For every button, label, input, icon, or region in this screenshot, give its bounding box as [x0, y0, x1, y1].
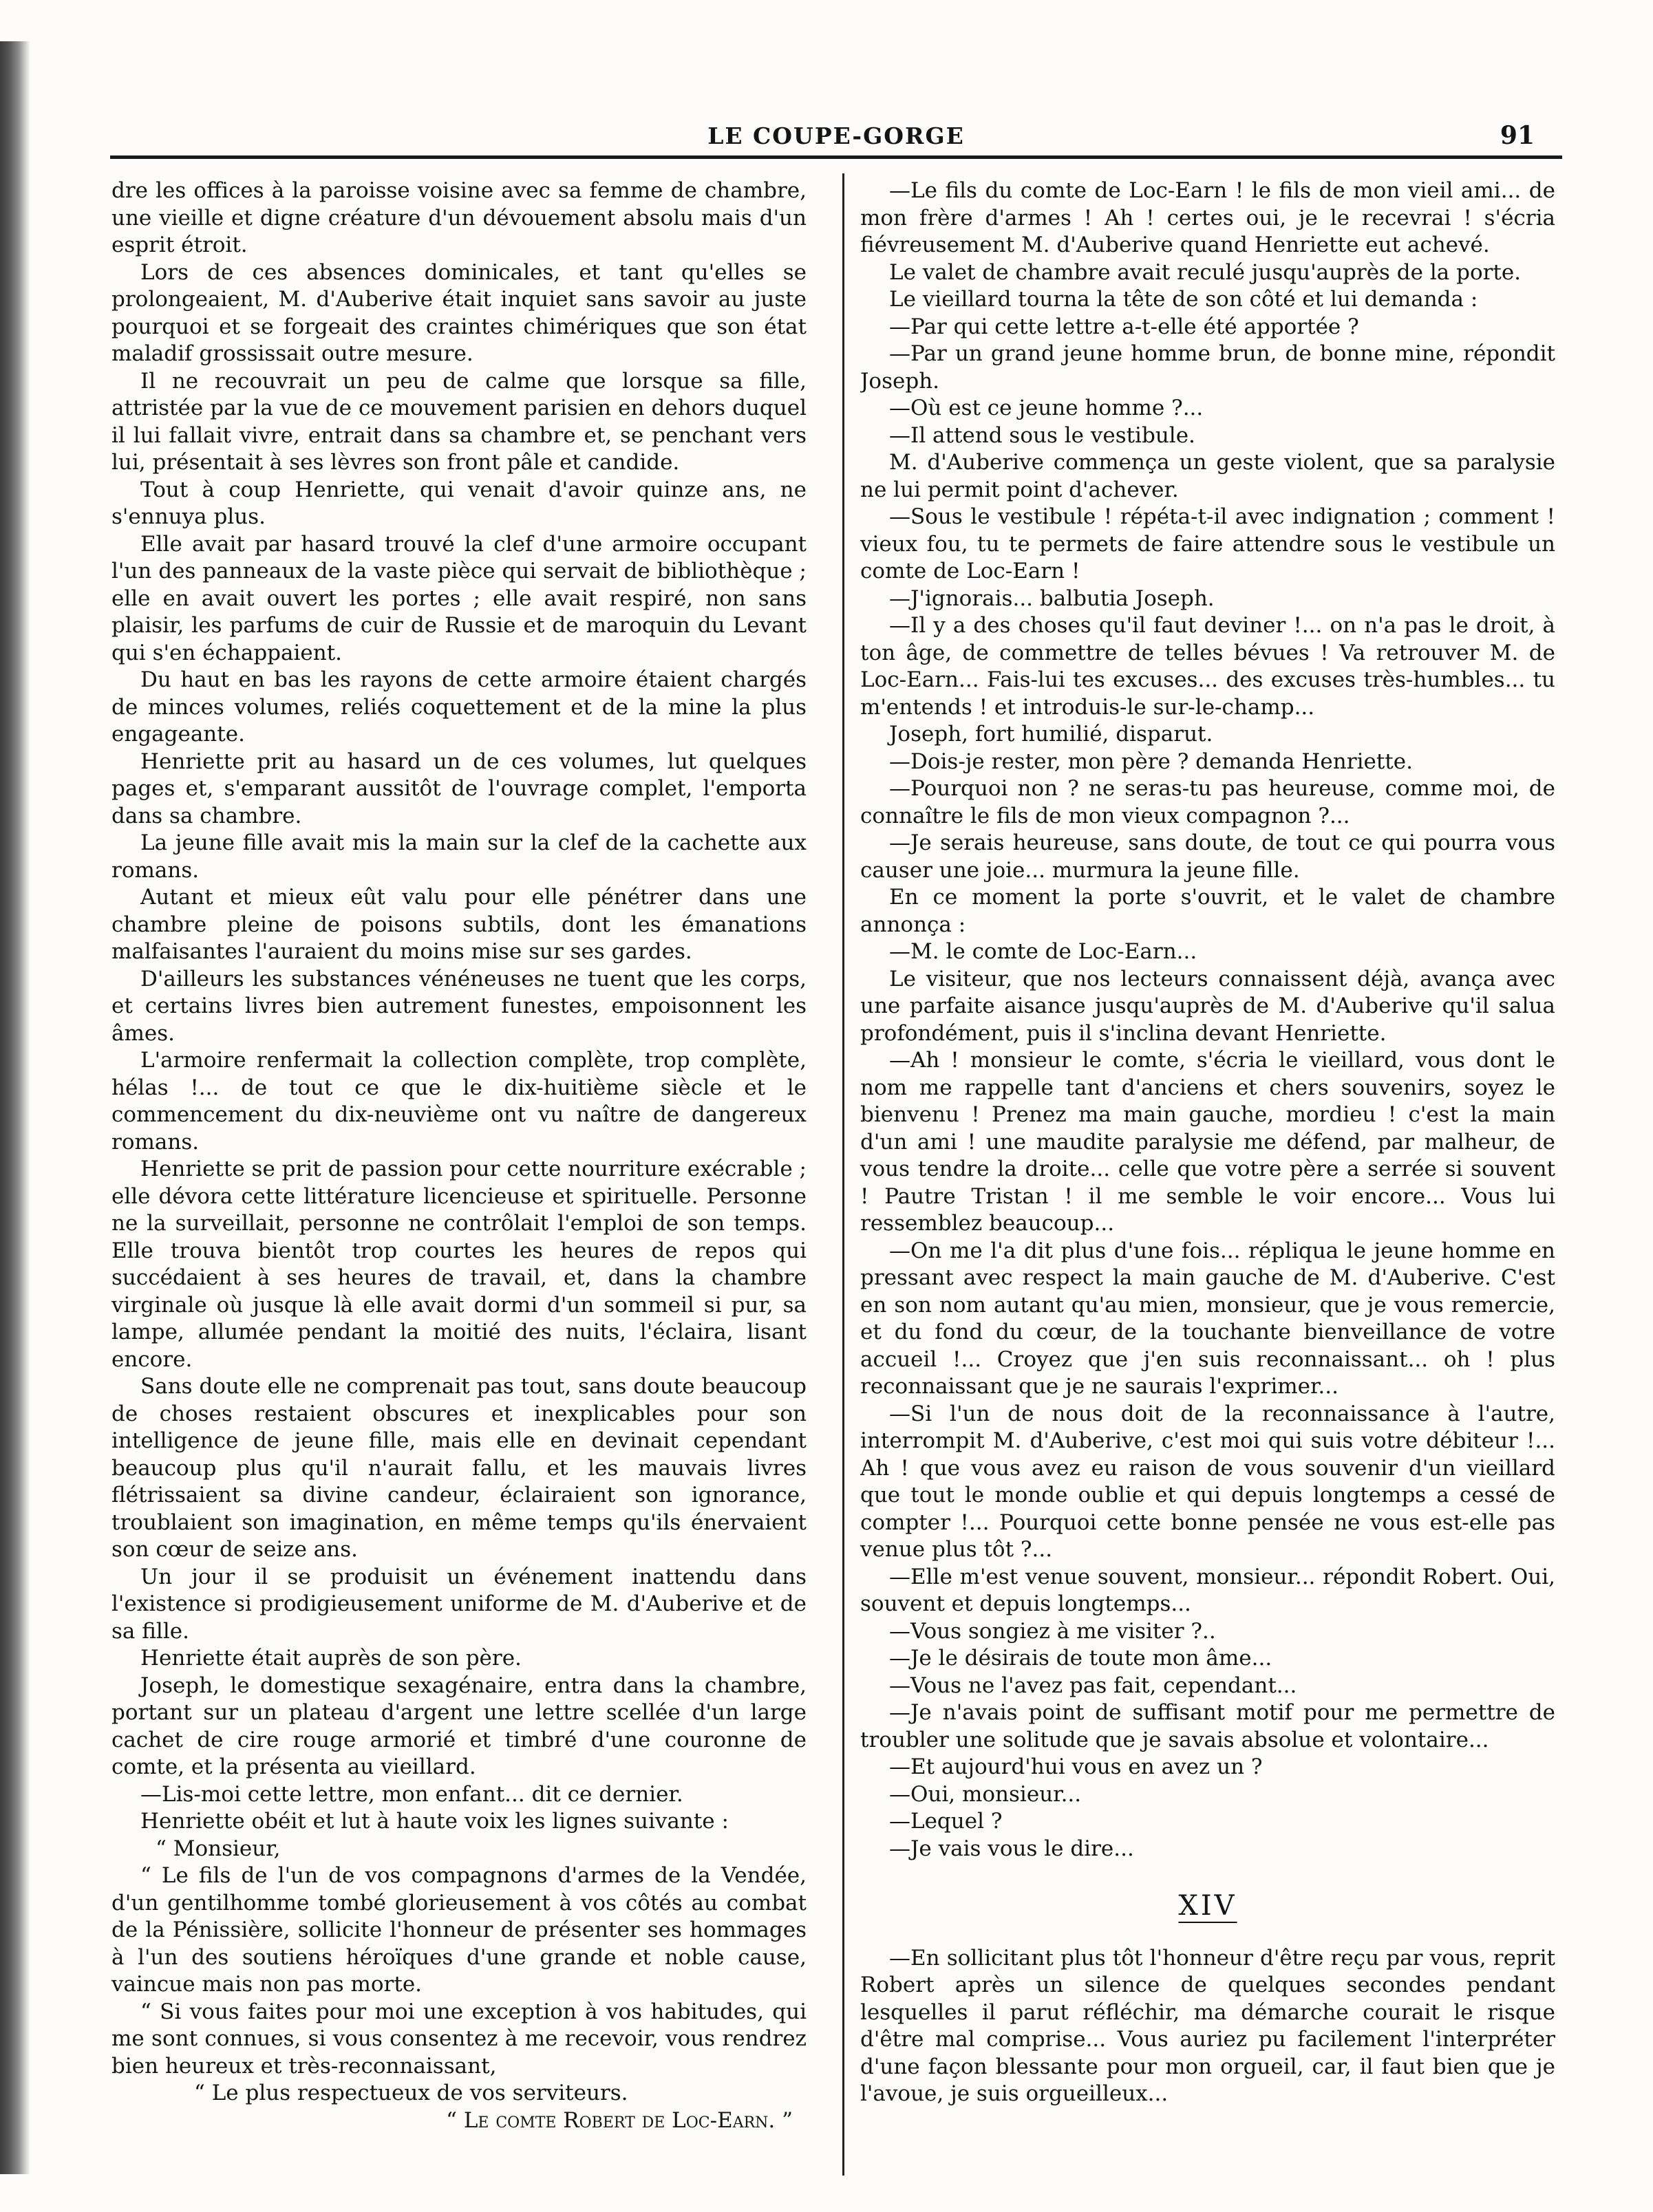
paragraph: —Où est ce jeune homme ?... — [889, 396, 1204, 420]
paragraph: —Dois-je rester, mon père ? demanda Henriette. — [889, 749, 1413, 774]
paragraph: dre les offices à la paroisse voisine avec sa femme de chambre, une vieille et digne créature d'un dévouement absolu mais d'un esprit étroit. — [111, 178, 807, 257]
binding-shadow — [0, 41, 30, 2174]
paragraph: Lors de ces absences dominicales, et tant qu'elles se prolongeaient, M. d'Auberive était inquiet sans savoir au juste pourquoi et se forgeait des craintes chimériques que son état maladif grossissait outre mesure. — [111, 259, 807, 366]
paragraph: —Par un grand jeune homme brun, de bonne mine, répondit Joseph. — [860, 341, 1555, 394]
paragraph: —Il attend sous le vestibule. — [889, 422, 1195, 448]
paragraph: —Le fils du comte de Loc-Earn ! le fils de mon vieil ami... de mon frère d'armes ! Ah ! certes oui, je le recevrai ! s'écria fiévreusement M. d'Auberive quand Henriette eut achevé. — [860, 178, 1555, 257]
paragraph: D'ailleurs les substances vénéneuses ne tuent que les corps, et certains livres bien autrement funestes, empoisonnent les âmes. — [111, 966, 807, 1046]
paragraph: —Vous ne l'avez pas fait, cependant... — [889, 1673, 1297, 1698]
paragraph: Le visiteur, que nos lecteurs connaissent déjà, avança avec une parfaite aisance jusqu'auprès de M. d'Auberive qu'il salua profondément, puis il s'inclina devant Henriette. — [860, 966, 1555, 1046]
letter-paragraph: “ Si vous faites pour moi une exception à vos habitudes, qui me sont connues, si vous consentez à me recevoir, vous rendrez bien heureux et très-reconnaissant, — [111, 1999, 807, 2079]
paragraph: Un jour il se produisit un événement inattendu dans l'existence si prodigieusement uniforme de M. d'Auberive et de sa fille. — [111, 1564, 807, 1644]
paragraph: Joseph, le domestique sexagénaire, entra dans la chambre, portant sur un plateau d'argent une lettre scellée d'un large cachet de cire rouge armorié et timbré d'une couronne de comte, et la présenta au vieillard. — [111, 1673, 807, 1779]
paragraph: —Lis-moi cette lettre, mon enfant... dit ce dernier. — [140, 1781, 683, 1807]
running-header — [110, 121, 1562, 159]
paragraph: —Ah ! monsieur le comte, s'écria le vieillard, vous dont le nom me rappelle tant d'anciens et chers souvenirs, soyez le bienvenu ! Prenez ma main gauche, mordieu ! c'est la main d'un ami ! une maudite paralysie me défend, par malheur, de vous tendre la droite... celle que votre père a serrée si souvent ! Pautre Tristan ! il me semble le voir encore... Vous lui ressemblez beaucoup... — [860, 1048, 1555, 1236]
paragraph: —J'ignorais... balbutia Joseph. — [889, 586, 1215, 611]
paragraph: —Elle m'est venue souvent, monsieur... répondit Robert. Oui, souvent et depuis longtemps... — [860, 1564, 1555, 1616]
paragraph: La jeune fille avait mis la main sur la clef de la cachette aux romans. — [111, 830, 807, 883]
column-divider — [842, 173, 844, 2176]
paragraph: Henriette obéit et lut à haute voix les lignes suivante : — [140, 1809, 729, 1834]
page-number: 91 — [1500, 121, 1535, 150]
paragraph: —Par qui cette lettre a-t-elle été apportée ? — [889, 314, 1359, 339]
paragraph: L'armoire renfermait la collection complète, trop complète, hélas !... de tout ce que le dix-huitième siècle et le commencement du dix-neuvième ont vu naître de dangereux romans. — [111, 1048, 807, 1155]
paragraph: Sans doute elle ne comprenait pas tout, sans doute beaucoup de choses restaient obscures et inexplicables pour son intelligence de jeune fille, mais elle en devinait cependant beaucoup plus qu'il n'aurait fallu, et les mauvais livres flétrissaient sa divine candeur, éclairaient son ignorance, troublaient son imagination, en même temps qu'ils énervaient son cœur de seize ans. — [111, 1374, 807, 1562]
paragraph: M. d'Auberive commença un geste violent, que sa paralysie ne lui permit point d'achever. — [860, 450, 1555, 502]
paragraph: —Je le désirais de toute mon âme... — [889, 1646, 1272, 1671]
paragraph: Autant et mieux eût valu pour elle pénétrer dans une chambre pleine de poisons subtils, dont les émanations malfaisantes l'auraient du moins mise sur ses gardes. — [111, 885, 807, 964]
running-title: LE COUPE-GORGE — [707, 122, 965, 149]
paragraph: —Sous le vestibule ! répéta-t-il avec indignation ; comment ! vieux fou, tu te permets de faire attendre sous le vestibule un comte de Loc-Earn ! — [860, 504, 1555, 583]
paragraph: Henriette était auprès de son père. — [140, 1646, 522, 1671]
paragraph: —En sollicitant plus tôt l'honneur d'être reçu par vous, reprit Robert après un silence de quelques secondes pendant lesquelles il parut réfléchir, ma démarche courait le risque d'être mal comprise... Vous auriez pu facilement l'interpréter d'une façon blessante pour mon orgueil, car, il faut bien que je l'avoue, je suis orgueilleux... — [860, 1945, 1555, 2106]
letter-salutation: “ Monsieur, — [156, 1836, 281, 1861]
paragraph: Henriette se prit de passion pour cette nourriture exécrable ; elle dévora cette littérature licencieuse et spirituelle. Personne ne la surveillait, personne ne contrôlait l'emploi de son temps. Elle trouva bientôt trop courtes les heures de repos qui succédaient à ses heures de travail, et, dans la chambre virginale où jusque là elle avait dormi d'un sommeil si pur, sa lampe, allumée pendant la moitié des nuits, l'éclaira, lisant encore. — [111, 1157, 807, 1372]
paragraph: —Et aujourd'hui vous en avez un ? — [889, 1754, 1263, 1779]
paragraph: —Je serais heureuse, sans doute, de tout ce qui pourra vous causer une joie... murmura la jeune fille. — [860, 830, 1555, 883]
paragraph: —Il y a des choses qu'il faut deviner !... on n'a pas le droit, à ton âge, de commettre de telles bévues ! Va retrouver M. de Loc-Earn... Fais-lui tes excuses... des excuses très-humbles... tu m'entends ! et introduis-le sur-le-champ... — [860, 613, 1555, 720]
paragraph: —Oui, monsieur... — [889, 1781, 1082, 1807]
paragraph: —Lequel ? — [889, 1809, 1003, 1834]
paragraph: Le vieillard tourna la tête de son côté et lui demanda : — [889, 287, 1478, 312]
paragraph: —Je n'avais point de suffisant motif pour me permettre de troubler une solitude que je savais absolue et volontaire... — [860, 1700, 1555, 1752]
paragraph: Il ne recouvrait un peu de calme que lorsque sa fille, attristée par la vue de ce mouvement parisien en dehors duquel il lui fallait vivre, entrait dans sa chambre et, se penchant vers lui, présentait à ses lèvres son front pâle et candide. — [111, 368, 807, 475]
paragraph: Du haut en bas les rayons de cette armoire étaient chargés de minces volumes, reliés coquettement et de la mine la plus engageante. — [111, 667, 807, 747]
paragraph: Joseph, fort humilié, disparut. — [889, 722, 1213, 747]
paragraph: Le valet de chambre avait reculé jusqu'auprès de la porte. — [889, 259, 1522, 285]
paragraph: Tout à coup Henriette, qui venait d'avoir quinze ans, ne s'ennuya plus. — [111, 477, 807, 529]
paragraph: —Pourquoi non ? ne seras-tu pas heureuse, comme moi, de connaître le fils de mon vieux compagnon ?... — [860, 776, 1555, 828]
letter-closing: “ Le plus respectueux de vos serviteurs. — [194, 2081, 628, 2105]
letter-paragraph: “ Le fils de l'un de vos compagnons d'armes de la Vendée, d'un gentilhomme tombé glorieusement à vos côtés au combat de la Pénissière, sollicite l'honneur de présenter ses hommages à l'un des soutiens héroïques d'une grande et noble cause, vaincue mais non pas morte. — [111, 1863, 807, 1997]
paragraph: —On me l'a dit plus d'une fois... répliqua le jeune homme en pressant avec respect la main gauche de M. d'Auberive. C'est en son nom autant qu'au mien, monsieur, que je vous remercie, et du fond du cœur, de la touchante bienveillance de votre accueil !... Croyez que j'en suis reconnaissant... oh ! plus reconnaissant que je ne saurais l'exprimer... — [860, 1238, 1555, 1399]
paragraph: —Je vais vous le dire... — [889, 1836, 1134, 1861]
letter-signature: “ Le comte Robert de Loc-Earn. ” — [446, 2107, 793, 2133]
paragraph: Henriette prit au hasard un de ces volumes, lut quelques pages et, s'emparant aussitôt de l'ouvrage complet, l'emporta dans sa chambre. — [111, 749, 807, 828]
paragraph: —Si l'un de nous doit de la reconnaissance à l'autre, interrompit M. d'Auberive, c'est moi qui suis votre débiteur !... Ah ! que vous avez eu raison de vous souvenir d'un vieillard que tout le monde oublie et qui depuis longtemps a cessé de compter !... Pourquoi cette bonne pensée ne vous est-elle pas venue plus tôt ?... — [860, 1401, 1555, 1562]
paragraph: —M. le comte de Loc-Earn... — [889, 939, 1197, 964]
right-column — [860, 178, 1555, 2173]
paragraph: En ce moment la porte s'ouvrit, et le valet de chambre annonça : — [860, 885, 1555, 937]
paragraph: —Vous songiez à me visiter ?.. — [889, 1618, 1216, 1644]
paragraph: Elle avait par hasard trouvé la clef d'une armoire occupant l'un des panneaux de la vaste pièce qui servait de bibliothèque ; elle en avait ouvert les portes ; elle avait respiré, non sans plaisir, les parfums de cuir de Russie et de maroquin du Levant qui s'en échappaient. — [111, 531, 807, 665]
chapter-heading: XIV — [1178, 1890, 1237, 1922]
left-column — [111, 178, 807, 2173]
